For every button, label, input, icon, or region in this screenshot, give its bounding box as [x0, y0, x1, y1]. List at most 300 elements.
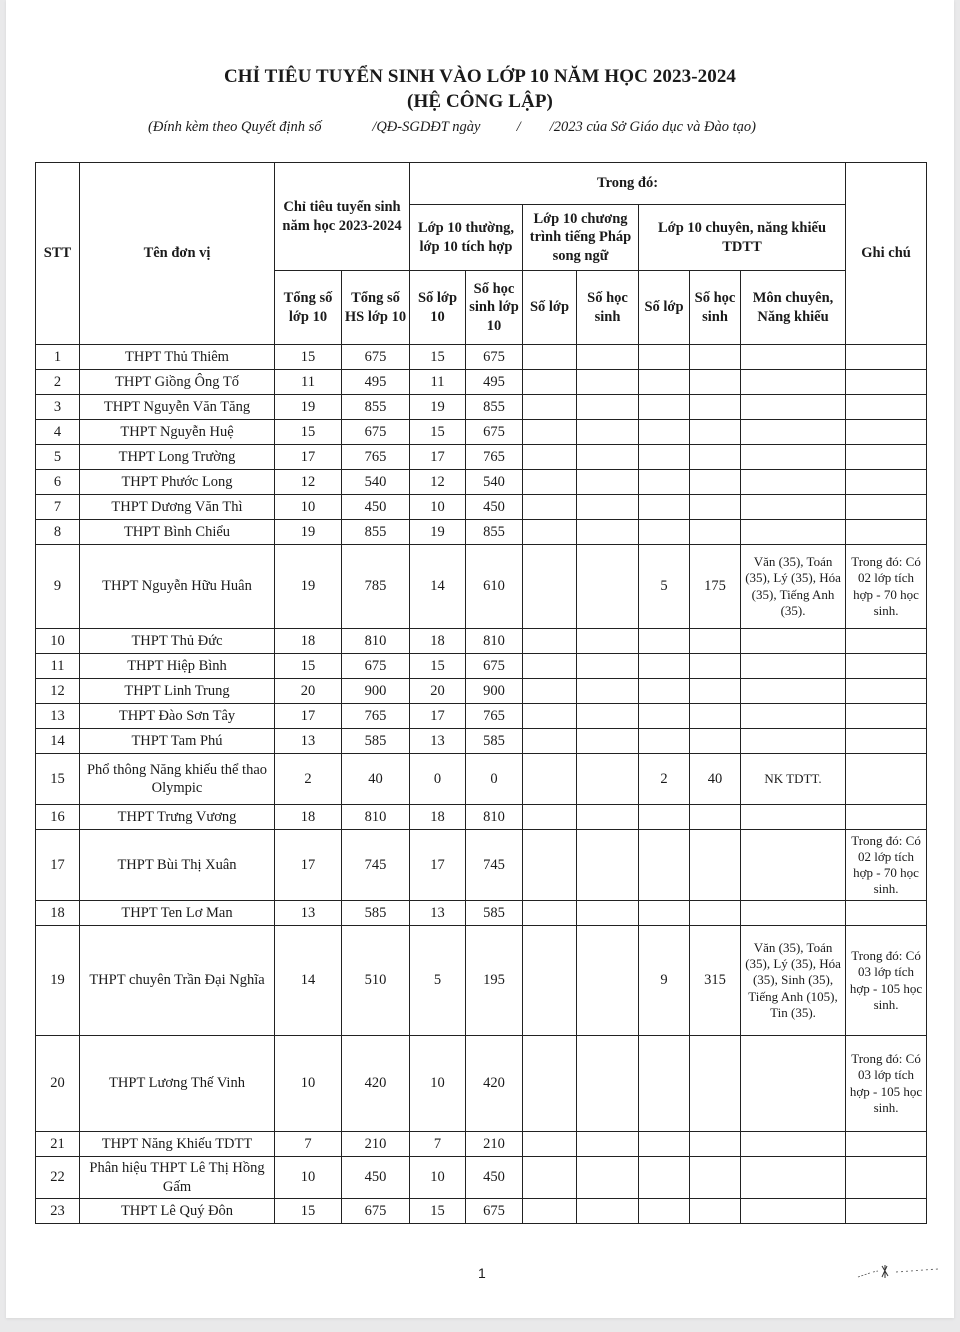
- spec-subjects: [741, 445, 846, 470]
- table-row: [36, 470, 927, 495]
- spec-classes: [639, 1157, 690, 1199]
- spec-students: [690, 520, 741, 545]
- regular-students: 495: [466, 370, 523, 395]
- row-stt: 8: [36, 520, 80, 545]
- french-classes: [523, 545, 577, 629]
- note: [846, 629, 927, 654]
- total-classes: 20: [275, 679, 342, 704]
- spec-students: [690, 370, 741, 395]
- regular-students: 765: [466, 445, 523, 470]
- total-students: 450: [342, 495, 410, 520]
- spec-students: [690, 1036, 741, 1132]
- spec-classes: 5: [639, 545, 690, 629]
- total-classes: 17: [275, 445, 342, 470]
- total-students: 675: [342, 345, 410, 370]
- header-spec-classes: Số lớp: [639, 271, 690, 345]
- header-regular-classes: Số lớp 10: [410, 271, 466, 345]
- french-classes: [523, 470, 577, 495]
- total-students: 810: [342, 629, 410, 654]
- spec-classes: [639, 470, 690, 495]
- spec-classes: [639, 1036, 690, 1132]
- table-row: [36, 654, 927, 679]
- table-row: [36, 729, 927, 754]
- total-classes: 15: [275, 1199, 342, 1224]
- spec-classes: 9: [639, 926, 690, 1036]
- spec-subjects: [741, 901, 846, 926]
- regular-classes: 12: [410, 470, 466, 495]
- school-name: THPT Tam Phú: [80, 729, 275, 754]
- spec-students: [690, 420, 741, 445]
- regular-classes: 5: [410, 926, 466, 1036]
- total-classes: 13: [275, 901, 342, 926]
- total-classes: 18: [275, 629, 342, 654]
- table-row: [36, 679, 927, 704]
- regular-classes: 18: [410, 805, 466, 830]
- total-classes: 15: [275, 654, 342, 679]
- note: Trong đó: Có 02 lớp tích hợp - 70 học sinh.: [846, 545, 927, 629]
- enrollment-quota-table: [35, 162, 927, 1224]
- school-name: THPT Đào Sơn Tây: [80, 704, 275, 729]
- header-spec-students: Số học sinh: [690, 271, 741, 345]
- note: [846, 704, 927, 729]
- row-stt: 17: [36, 830, 80, 901]
- french-students: [577, 901, 639, 926]
- note: [846, 395, 927, 420]
- regular-students: 210: [466, 1132, 523, 1157]
- regular-classes: 11: [410, 370, 466, 395]
- french-classes: [523, 1157, 577, 1199]
- spec-students: [690, 805, 741, 830]
- french-classes: [523, 1199, 577, 1224]
- table-row: [36, 345, 927, 370]
- regular-classes: 0: [410, 754, 466, 805]
- total-classes: 19: [275, 395, 342, 420]
- table-row: [36, 1199, 927, 1224]
- school-name: THPT Trưng Vương: [80, 805, 275, 830]
- total-students: 585: [342, 901, 410, 926]
- regular-classes: 15: [410, 345, 466, 370]
- school-name: THPT Ten Lơ Man: [80, 901, 275, 926]
- spec-classes: [639, 520, 690, 545]
- total-students: 745: [342, 830, 410, 901]
- spec-classes: [639, 830, 690, 901]
- header-total-students: Tổng số HS lớp 10: [342, 271, 410, 345]
- spec-students: [690, 629, 741, 654]
- header-notes: Ghi chú: [846, 163, 927, 345]
- regular-students: 675: [466, 654, 523, 679]
- spec-classes: [639, 679, 690, 704]
- header-french-classes: Số lớp: [523, 271, 577, 345]
- table-row: [36, 445, 927, 470]
- french-students: [577, 395, 639, 420]
- spec-students: 175: [690, 545, 741, 629]
- note: [846, 679, 927, 704]
- spec-classes: [639, 445, 690, 470]
- french-students: [577, 1132, 639, 1157]
- regular-students: 450: [466, 1157, 523, 1199]
- school-name: THPT Bùi Thị Xuân: [80, 830, 275, 901]
- french-students: [577, 704, 639, 729]
- total-classes: 12: [275, 470, 342, 495]
- french-students: [577, 445, 639, 470]
- school-name: THPT Thủ Thiêm: [80, 345, 275, 370]
- french-classes: [523, 420, 577, 445]
- row-stt: 21: [36, 1132, 80, 1157]
- spec-classes: [639, 1132, 690, 1157]
- school-name: THPT chuyên Trần Đại Nghĩa: [80, 926, 275, 1036]
- spec-students: [690, 495, 741, 520]
- regular-students: 675: [466, 1199, 523, 1224]
- table-row: [36, 901, 927, 926]
- total-classes: 17: [275, 830, 342, 901]
- french-students: [577, 1199, 639, 1224]
- spec-subjects: [741, 679, 846, 704]
- regular-classes: 14: [410, 545, 466, 629]
- note: Trong đó: Có 03 lớp tích hợp - 105 học sinh.: [846, 926, 927, 1036]
- regular-classes: 13: [410, 729, 466, 754]
- note: [846, 370, 927, 395]
- total-students: 450: [342, 1157, 410, 1199]
- row-stt: 15: [36, 754, 80, 805]
- row-stt: 1: [36, 345, 80, 370]
- spec-subjects: [741, 729, 846, 754]
- school-name: THPT Năng Khiếu TDTT: [80, 1132, 275, 1157]
- total-students: 40: [342, 754, 410, 805]
- total-students: 855: [342, 395, 410, 420]
- spec-students: [690, 470, 741, 495]
- french-classes: [523, 345, 577, 370]
- school-name: THPT Hiệp Bình: [80, 654, 275, 679]
- total-classes: 10: [275, 1157, 342, 1199]
- regular-classes: 20: [410, 679, 466, 704]
- spec-students: [690, 729, 741, 754]
- total-classes: 15: [275, 420, 342, 445]
- school-name: THPT Nguyễn Huệ: [80, 420, 275, 445]
- spec-classes: 2: [639, 754, 690, 805]
- spec-students: [690, 704, 741, 729]
- spec-students: [690, 830, 741, 901]
- table-row: [36, 754, 927, 805]
- school-name: THPT Long Trường: [80, 445, 275, 470]
- note: [846, 729, 927, 754]
- spec-classes: [639, 1199, 690, 1224]
- spec-subjects: NK TDTT.: [741, 754, 846, 805]
- spec-students: [690, 1132, 741, 1157]
- spec-classes: [639, 805, 690, 830]
- table-row: [36, 370, 927, 395]
- spec-subjects: [741, 1199, 846, 1224]
- regular-students: 810: [466, 629, 523, 654]
- table-row: [36, 495, 927, 520]
- total-students: 900: [342, 679, 410, 704]
- school-name: THPT Bình Chiểu: [80, 520, 275, 545]
- total-students: 540: [342, 470, 410, 495]
- school-name: THPT Phước Long: [80, 470, 275, 495]
- total-students: 765: [342, 704, 410, 729]
- french-classes: [523, 729, 577, 754]
- french-classes: [523, 629, 577, 654]
- total-classes: 17: [275, 704, 342, 729]
- regular-students: 765: [466, 704, 523, 729]
- table-row: [36, 1157, 927, 1199]
- french-classes: [523, 901, 577, 926]
- header-total-classes: Tổng số lớp 10: [275, 271, 342, 345]
- spec-students: [690, 679, 741, 704]
- french-students: [577, 926, 639, 1036]
- regular-students: 675: [466, 345, 523, 370]
- french-students: [577, 1157, 639, 1199]
- note: Trong đó: Có 03 lớp tích hợp - 105 học sinh.: [846, 1036, 927, 1132]
- row-stt: 11: [36, 654, 80, 679]
- french-classes: [523, 704, 577, 729]
- table-row: [36, 629, 927, 654]
- spec-classes: [639, 901, 690, 926]
- regular-classes: 10: [410, 495, 466, 520]
- table-row: [36, 420, 927, 445]
- header-quota-group: Chỉ tiêu tuyển sinh năm học 2023-2024: [275, 163, 410, 271]
- document-subtitle-system: (HỆ CÔNG LẬP): [407, 91, 553, 112]
- spec-subjects: [741, 345, 846, 370]
- french-classes: [523, 395, 577, 420]
- spec-subjects: [741, 830, 846, 901]
- spec-subjects: Văn (35), Toán (35), Lý (35), Hóa (35), Sinh (35), Tiếng Anh (105), Tin (35).: [741, 926, 846, 1036]
- signature-mark: [856, 1262, 940, 1282]
- school-name: THPT Lương Thế Vinh: [80, 1036, 275, 1132]
- spec-students: [690, 901, 741, 926]
- french-students: [577, 420, 639, 445]
- row-stt: 5: [36, 445, 80, 470]
- row-stt: 22: [36, 1157, 80, 1199]
- table-row: [36, 1132, 927, 1157]
- school-name: THPT Dương Văn Thì: [80, 495, 275, 520]
- spec-subjects: [741, 395, 846, 420]
- note: [846, 495, 927, 520]
- spec-students: [690, 1157, 741, 1199]
- total-classes: 14: [275, 926, 342, 1036]
- french-students: [577, 830, 639, 901]
- french-classes: [523, 445, 577, 470]
- spec-students: [690, 1199, 741, 1224]
- school-name: Phổ thông Năng khiếu thể thao Olympic: [80, 754, 275, 805]
- french-classes: [523, 830, 577, 901]
- spec-subjects: [741, 420, 846, 445]
- spec-students: [690, 445, 741, 470]
- row-stt: 9: [36, 545, 80, 629]
- school-name: Phân hiệu THPT Lê Thị Hồng Gấm: [80, 1157, 275, 1199]
- spec-classes: [639, 704, 690, 729]
- total-students: 810: [342, 805, 410, 830]
- table-row: [36, 1036, 927, 1132]
- french-students: [577, 654, 639, 679]
- table-row: [36, 926, 927, 1036]
- spec-subjects: [741, 370, 846, 395]
- french-students: [577, 520, 639, 545]
- total-classes: 13: [275, 729, 342, 754]
- regular-classes: 15: [410, 420, 466, 445]
- total-classes: 7: [275, 1132, 342, 1157]
- total-students: 210: [342, 1132, 410, 1157]
- note: [846, 1132, 927, 1157]
- french-students: [577, 729, 639, 754]
- table-row: [36, 545, 927, 629]
- regular-students: 855: [466, 395, 523, 420]
- header-regular-students: Số học sinh lớp 10: [466, 271, 523, 345]
- header-specialized-group: Lớp 10 chuyên, năng khiếu TDTT: [639, 205, 846, 271]
- note: [846, 520, 927, 545]
- page-number: 1: [478, 1265, 486, 1281]
- spec-classes: [639, 729, 690, 754]
- spec-classes: [639, 420, 690, 445]
- header-stt: STT: [36, 163, 80, 345]
- french-students: [577, 370, 639, 395]
- note: [846, 445, 927, 470]
- spec-classes: [639, 654, 690, 679]
- note: [846, 754, 927, 805]
- header-regular-group: Lớp 10 thường, lớp 10 tích hợp: [410, 205, 523, 271]
- row-stt: 18: [36, 901, 80, 926]
- row-stt: 6: [36, 470, 80, 495]
- french-classes: [523, 654, 577, 679]
- regular-students: 420: [466, 1036, 523, 1132]
- row-stt: 19: [36, 926, 80, 1036]
- spec-subjects: [741, 1132, 846, 1157]
- document-title: CHỈ TIÊU TUYỂN SINH VÀO LỚP 10 NĂM HỌC 2023-2024: [223, 66, 737, 87]
- table-row: [36, 830, 927, 901]
- row-stt: 3: [36, 395, 80, 420]
- spec-students: [690, 654, 741, 679]
- school-name: THPT Giồng Ông Tố: [80, 370, 275, 395]
- french-students: [577, 345, 639, 370]
- spec-subjects: [741, 654, 846, 679]
- spec-students: 40: [690, 754, 741, 805]
- school-name: THPT Lê Quý Đôn: [80, 1199, 275, 1224]
- row-stt: 23: [36, 1199, 80, 1224]
- decision-reference: (Đính kèm theo Quyết định số /QĐ-SGDĐT ngày / /2023 của Sở Giáo dục và Đào tạo): [148, 119, 756, 135]
- french-students: [577, 805, 639, 830]
- total-classes: 15: [275, 345, 342, 370]
- spec-subjects: [741, 1036, 846, 1132]
- regular-students: 855: [466, 520, 523, 545]
- row-stt: 12: [36, 679, 80, 704]
- table-row: [36, 805, 927, 830]
- french-classes: [523, 495, 577, 520]
- table-row: [36, 704, 927, 729]
- total-students: 675: [342, 1199, 410, 1224]
- regular-students: 195: [466, 926, 523, 1036]
- french-students: [577, 470, 639, 495]
- total-students: 585: [342, 729, 410, 754]
- total-classes: 10: [275, 495, 342, 520]
- spec-classes: [639, 629, 690, 654]
- school-name: THPT Linh Trung: [80, 679, 275, 704]
- total-classes: 18: [275, 805, 342, 830]
- table-row: [36, 520, 927, 545]
- spec-subjects: [741, 629, 846, 654]
- spec-classes: [639, 495, 690, 520]
- french-students: [577, 545, 639, 629]
- header-of-which: Trong đó:: [410, 163, 846, 205]
- header-french-students: Số học sinh: [577, 271, 639, 345]
- row-stt: 16: [36, 805, 80, 830]
- french-classes: [523, 1036, 577, 1132]
- regular-students: 585: [466, 729, 523, 754]
- regular-students: 0: [466, 754, 523, 805]
- regular-classes: 13: [410, 901, 466, 926]
- row-stt: 20: [36, 1036, 80, 1132]
- note: Trong đó: Có 02 lớp tích hợp - 70 học sinh.: [846, 830, 927, 901]
- total-classes: 2: [275, 754, 342, 805]
- row-stt: 4: [36, 420, 80, 445]
- total-students: 420: [342, 1036, 410, 1132]
- regular-students: 450: [466, 495, 523, 520]
- french-classes: [523, 679, 577, 704]
- note: [846, 805, 927, 830]
- spec-students: [690, 395, 741, 420]
- regular-classes: 15: [410, 654, 466, 679]
- spec-classes: [639, 370, 690, 395]
- spec-subjects: Văn (35), Toán (35), Lý (35), Hóa (35), Tiếng Anh (35).: [741, 545, 846, 629]
- row-stt: 7: [36, 495, 80, 520]
- table-row: [36, 395, 927, 420]
- spec-classes: [639, 345, 690, 370]
- total-students: 510: [342, 926, 410, 1036]
- spec-subjects: [741, 704, 846, 729]
- spec-classes: [639, 395, 690, 420]
- regular-classes: 7: [410, 1132, 466, 1157]
- french-classes: [523, 520, 577, 545]
- regular-classes: 18: [410, 629, 466, 654]
- spec-students: 315: [690, 926, 741, 1036]
- regular-students: 675: [466, 420, 523, 445]
- note: [846, 345, 927, 370]
- school-name: THPT Nguyễn Văn Tăng: [80, 395, 275, 420]
- french-classes: [523, 370, 577, 395]
- regular-classes: 19: [410, 395, 466, 420]
- french-students: [577, 1036, 639, 1132]
- note: [846, 654, 927, 679]
- header-spec-subjects: Môn chuyên, Năng khiếu: [741, 271, 846, 345]
- french-classes: [523, 805, 577, 830]
- note: [846, 1157, 927, 1199]
- total-students: 765: [342, 445, 410, 470]
- french-classes: [523, 1132, 577, 1157]
- total-students: 675: [342, 420, 410, 445]
- total-classes: 10: [275, 1036, 342, 1132]
- total-students: 495: [342, 370, 410, 395]
- regular-students: 585: [466, 901, 523, 926]
- regular-classes: 17: [410, 830, 466, 901]
- header-unit-name: Tên đơn vị: [80, 163, 275, 345]
- spec-subjects: [741, 1157, 846, 1199]
- note: [846, 470, 927, 495]
- regular-students: 610: [466, 545, 523, 629]
- regular-classes: 17: [410, 445, 466, 470]
- total-students: 855: [342, 520, 410, 545]
- regular-students: 900: [466, 679, 523, 704]
- regular-students: 540: [466, 470, 523, 495]
- row-stt: 13: [36, 704, 80, 729]
- spec-subjects: [741, 470, 846, 495]
- row-stt: 10: [36, 629, 80, 654]
- total-students: 675: [342, 654, 410, 679]
- total-classes: 19: [275, 520, 342, 545]
- total-classes: 19: [275, 545, 342, 629]
- note: [846, 420, 927, 445]
- regular-classes: 10: [410, 1157, 466, 1199]
- french-students: [577, 754, 639, 805]
- note: [846, 1199, 927, 1224]
- regular-classes: 19: [410, 520, 466, 545]
